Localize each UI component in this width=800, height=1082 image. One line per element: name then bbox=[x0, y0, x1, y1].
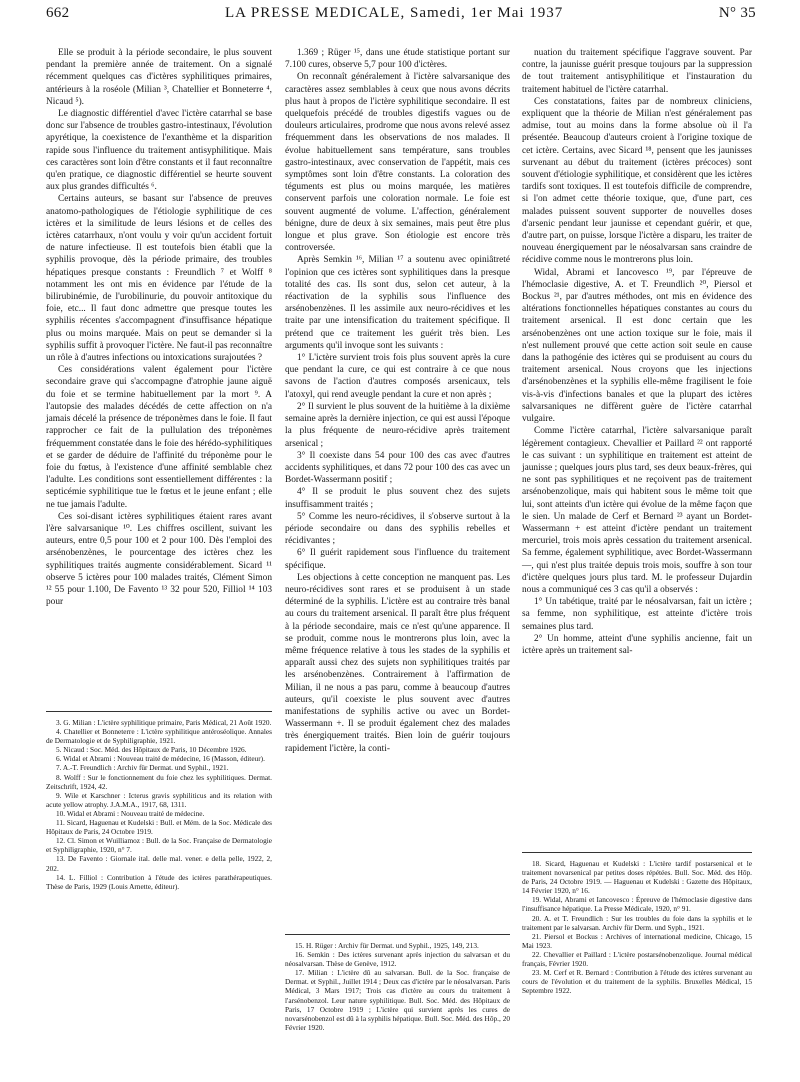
footnote: 12. Cl. Simon et Wuilliamoz : Bull. de la Soc. Française de Dermatologie et Syphiligraphie, 1920, n° 7. bbox=[46, 836, 272, 855]
paragraph: 1.369 ; Rüger ¹⁵, dans une étude statistique portant sur 7.100 cures, observe 5,7 pour 100 d'ictères. bbox=[285, 48, 510, 71]
footnote: 20. A. et T. Freundlich : Sur les troubles du foie dans la syphilis et le traitement par le salvarsan. Archiv für Derm. und Syph., 1921. bbox=[522, 913, 752, 932]
paragraph: On reconnaît généralement à l'ictère salvarsanique des caractères assez semblables à ceux que nous avons décrits plus haut à propos de l'ictère syphilitique secondaire. Il est quelquefois précédé de troubles digestifs vagues ou de douleurs articulaires, prodrome que nous avons relevé assez fréquemment dans les observations de nos malades. Il évolue habituellement sans température, sans troubles gastro-intestinaux, avec conservation de l'appétit, mais ces symptômes sont loin d'être constants. La coloration des téguments est plus ou moins marquée, les matières conservent parfois une coloration normale. Le foie est souvent augmenté de volume. L'affection, généralement bénigne, dure de deux à six semaines, mais peut être plus longue et plus grave. Son étiologie est encore très controversée. bbox=[285, 72, 510, 254]
footnote: 10. Widal et Abrami : Nouveau traité de médecine. bbox=[56, 808, 205, 818]
paragraph: Après Semkin ¹⁶, Milian ¹⁷ a soutenu avec opiniâtreté l'opinion que ces ictères sont syphilitiques dans la presque totalité des cas. Ils sont dus, selon cet auteur, à la réactivation de la syphilis sous l'influence des arsénobenzènes. Il les assimile aux neuro-récidives et les traite par une intensification du traitement spécifique. Il prétend que ce traitement les guérit très bien. Les arguments qu'il invoque sont les suivants : bbox=[285, 255, 510, 351]
paragraph: 4° Il se produit le plus souvent chez des sujets insuffisamment traités ; bbox=[285, 487, 510, 510]
footnote-rule bbox=[522, 852, 752, 853]
text-column-3 bbox=[522, 47, 752, 657]
paragraph: 6° Il guérit rapidement sous l'influence du traitement spécifique. bbox=[285, 548, 510, 571]
paragraph: Ces constatations, faites par de nombreux cliniciens, expliquent que la théorie de Milian n'est généralement pas admise, tout au moins dans la forme absolue où il l'a présentée. Beaucoup d'auteurs croient à l'origine toxique de cet ictère. Certains, avec Sicard ¹⁸, pensent que les jaunisses survenant au début du traitement (ictères précoces) sont souvent d'étiologie syphilitique, et considèrent que les ictères tardifs sont toxiques. Il est toutefois difficile de comprendre, si l'on admet cette théorie toxique, que, d'une part, ces malades puissent souvent supporter de nouvelles doses d'arsenic pendant leur jaunisse et cependant guérir, et que, d'autre part, on puisse, lorsque l'ictère a disparu, les traiter de nouveau énergiquement par le néosalvarsan sans craindre de récidive comme nous le montrerons plus loin. bbox=[522, 96, 752, 266]
footnotes-column-1 bbox=[46, 711, 272, 891]
footnote: 6. Widal et Abrami : Nouveau traité de médecine, 16 (Masson, éditeur). bbox=[56, 754, 265, 764]
footnote: 8. Wolff : Sur le fonctionnement du foie chez les syphilitiques. Dermat. Zeitschrift, 1924, 42. bbox=[46, 772, 272, 791]
paragraph: 5° Comme les neuro-récidives, il s'observe surtout à la période secondaire ou dans des syphilis rebelles et récidivantes ; bbox=[285, 511, 510, 547]
footnote-rule bbox=[46, 711, 272, 712]
footnote: 3. G. Milian : L'ictère syphilitique primaire, Paris Médical, 21 Août 1920. bbox=[56, 718, 272, 727]
page-number: 662 bbox=[46, 4, 70, 21]
footnote: 23. M. Cerf et R. Bernard : Contribution à l'étude des ictères survenant au cours de l'évolution et du traitement de la syphilis. Bruxelles Médical, 15 Septembre 1922. bbox=[522, 968, 752, 996]
paragraph: 2° Un homme, atteint d'une syphilis ancienne, fait un ictère après un traitement sal- bbox=[522, 633, 752, 656]
text-column-2 bbox=[285, 47, 510, 755]
paragraph: Ces soi-disant ictères syphilitiques étaient rares avant l'ère salvarsanique ¹⁰. Les chiffres oscillent, suivant les auteurs, entre 0,5 pour 100 et 2 pour 100. Dès l'emploi des arsénobenzènes, le pourcentage des ictères chez les syphilitiques traités augmente considérablement. Sicard ¹¹ observe 5 ictères pour 100 malades traités, Clément Simon ¹² 55 pour 1.100, De Favento ¹³ 32 pour 520, Filliol ¹⁴ 103 pour bbox=[46, 511, 272, 608]
paragraph: Elle se produit à la période secondaire, le plus souvent pendant la première année de traitement. On a signalé récemment quelques cas d'ictères syphilitiques primaires, antérieurs à la roséole (Milian ³, Chatellier et Bonneterre ⁴, Nicaud ⁵). bbox=[46, 48, 272, 107]
paragraph: 1° Un tabétique, traité par le néosalvarsan, fait un ictère ; sa femme, non syphilitique, est atteinte d'ictère trois semaines plus tard. bbox=[522, 597, 752, 632]
paragraph: 1° L'ictère survient trois fois plus souvent après la cure que pendant la cure, ce qui est contraire à ce que nous savons de l'action d'autres composés arsenicaux, tels l'atoxyl, qui rend aveugle pendant la cure et non après ; bbox=[285, 353, 510, 400]
issue-number: N° 35 bbox=[718, 4, 756, 21]
footnote: 22. Chevallier et Paillard : L'ictère postarsénobenzolique. Journal médical français, Février 1920. bbox=[522, 949, 752, 969]
paragraph: 2° Il survient le plus souvent de la huitième à la dixième semaine après la dernière injection, ce qui est aussi l'époque la plus fréquente de neuro-récidive après traitement arsenical ; bbox=[285, 401, 510, 449]
footnote: 19. Widal, Abrami et Iancovesco : Épreuve de l'hémoclasie digestive dans l'insuffisance hépatique. La Presse Médicale, 1920, n° 91. bbox=[522, 895, 752, 914]
paragraph: Certains auteurs, se basant sur l'absence de preuves anatomo-pathologiques de l'étiologie syphilitique de ces ictères et la similitude de leurs lésions et de celles des ictères catarrhaux, n'ont voulu y voir qu'un accident fortuit de nature infectieuse. Il est toutefois bien établi que la syphilis provoque, dès la période primaire, des troubles hépatiques presque constants : Freundlich ⁷ et Wolff ⁸ notamment les ont mis en évidence par l'étude de la bilirubinémie, de l'urobilinurie, du pouvoir antitoxique du foie, etc... Il faut donc admettre que presque toutes les syphilis récentes s'accompagnent d'insuffisance hépatique plus ou moins marquée. Mais on peut se demander si la syphilis suffit à provoquer l'ictère. Ne faut-il pas reconnaître un rôle à d'autres infections ou intoxications surajoutées ? bbox=[46, 194, 272, 364]
footnote: 13. De Favento : Giornale ital. delle mal. vener. e della pelle, 1922, 2, 202. bbox=[46, 854, 272, 873]
footnote: 11. Sicard, Haguenau et Kudelski : Bull. et Mém. de la Soc. Médicale des Hôpitaux de Paris, 24 Octobre 1919. bbox=[46, 818, 272, 837]
footnote: 5. Nicaud : Soc. Méd. des Hôpitaux de Paris, 10 Décembre 1926. bbox=[56, 745, 247, 755]
footnotes-column-2 bbox=[285, 934, 510, 1032]
footnotes-column-3 bbox=[522, 852, 752, 995]
footnote: 9. Wile et Karschner : Icterus gravis syphiliticus and its relation with acute yellow atrophy. J.A.M.A., 1917, 68, 1311. bbox=[46, 790, 272, 809]
paragraph: nuation du traitement spécifique l'aggrave souvent. Par contre, la jaunisse guérit presque toujours par la suppression de tout traitement antisyphilitique et l'instauration du traitement habituel de l'ictère catarrhal. bbox=[522, 48, 752, 95]
paragraph: 3° Il coexiste dans 54 pour 100 des cas avec d'autres accidents syphilitiques, et dans 72 pour 100 des cas avec un Bordet-Wassermann positif ; bbox=[285, 450, 510, 486]
text-column-1 bbox=[46, 47, 272, 608]
footnote: 4. Chatellier et Bonneterre : L'ictère syphilitique antéroséolique. Annales de Dermatologie et de Syphiligraphie, 1921. bbox=[46, 727, 272, 746]
footnote: 16. Semkin : Des ictères survenant après injection du salvarsan et du néosalvarsan. Thèse de Genève, 1912. bbox=[285, 950, 510, 969]
paragraph: Le diagnostic différentiel d'avec l'ictère catarrhal se base donc sur l'absence de troubles gastro-intestinaux, l'évolution apyrétique, la coexistence de l'exanthème et la disparition rapide sous l'influence du traitement antisyphilitique. Mais ces caractères sont loin d'être constants et il faut reconnaître qu'en pratique, ce diagnostic différentiel se heurte souvent aux plus grandes difficultés ⁶. bbox=[46, 109, 272, 193]
footnote: 7. A.-T. Freundlich : Archiv für Dermat. und Syphil., 1921. bbox=[56, 763, 229, 773]
footnote-rule bbox=[285, 934, 510, 935]
footnote: 17. Milian : L'ictère dû au salvarsan. Bull. de la Soc. française de Dermat. et Syphil., Juillet 1914 ; Deux cas d'ictère par le néosalvarsan. Paris Médical, 3 Mars 1917; Trois cas d'ictère au cours du traitement à l'arsénobenzol. Leur nature syphilitique. Bull. Soc. Méd. des Hôpitaux de Paris, 17 Octobre 1919 ; L'ictère qui survient après les cures de novarsénobenzol est dû à la syphilis hépatique. Bull. Soc. Méd. des Hôp., 20 Février 1920. bbox=[285, 968, 510, 1032]
journal-title: LA PRESSE MEDICALE, Samedi, 1er Mai 1937 bbox=[224, 4, 564, 21]
paragraph: Comme l'ictère catarrhal, l'ictère salvarsanique paraît légèrement contagieux. Chevallier et Paillard ²² ont rapporté le cas suivant : un syphilitique en traitement est atteint de jaunisse ; quelques jours plus tard, ses deux beaux-frères, qui ne sont pas syphilitiques et ne reçoivent pas de traitement arsénobenzolique, mais qui habitent sous le même toit que lui, sont atteints d'un ictère qui évolue de la même façon que le sien. Un malade de Cerf et Bernard ²³ ayant un Bordet-Wassermann + est atteint d'ictère pendant un traitement mercuriel, trois mois après cessation du traitement arsenical. Sa femme, également syphilitique, avec Bordet-Wassermann —, qui n'est plus traitée depuis trois mois, souffre à son tour d'ictère quelques jours plus tard. M. le professeur Dujardin nous a communiqué ces 3 cas qu'il a observés : bbox=[522, 426, 752, 595]
footnote: 21. Piersol et Bockus : Archives of international medicine, Chicago, 15 Mai 1923. bbox=[522, 931, 752, 950]
footnote: 15. H. Rüger : Archiv für Dermat. und Syphil., 1925, 149, 213. bbox=[295, 941, 479, 950]
paragraph: Ces considérations valent également pour l'ictère secondaire grave qui s'accompagne d'atrophie jaune aiguë du foie et se termine habituellement par la mort ⁹. A l'autopsie des malades décédés de cette affection on n'a jamais décelé la présence de tréponèmes dans le foie. Il faut rapprocher ce fait de la pullulation des tréponèmes fréquemment constatée dans le foie des hérédo-syphilitiques et se garder de déduire de l'affinité du tréponème pour le foie du fœtus, à l'existence d'une affinité semblable chez l'adulte. Les conditions sont essentiellement différentes : la septicémie syphilitique tue le fœtus et le jeune enfant ; elle ne tue jamais l'adulte. bbox=[46, 365, 272, 510]
page-header bbox=[46, 2, 756, 24]
paragraph: Widal, Abrami et Iancovesco ¹⁹, par l'épreuve de l'hémoclasie digestive, A. et T. Freundlich ²⁰, Piersol et Bockus ²¹, par d'autres méthodes, ont mis en évidence des altérations fonctionnelles hépatiques constantes au cours du traitement arsenical. Il est donc certain que les arsénobenzènes ont une action toxique sur le foie, mais il n'est nullement prouvé que cette action soit seule en cause dans la pathogénie des ictères qui se produisent au cours du traitement arsenical. Nous croyons que les injections d'arsénobenzènes et la syphilis elle-même fragilisent le foie vis-à-vis d'infections banales et que la plupart des ictères salvarsaniques ne diffèrent guère de l'ictère catarrhal vulgaire. bbox=[522, 267, 752, 425]
footnote: 14. L. Filliol : Contribution à l'étude des ictères parathérapeutiques. Thèse de Paris, 1929 (Louis Arnette, éditeur). bbox=[46, 872, 272, 891]
footnote: 18. Sicard, Haguenau et Kudelski : L'ictère tardif postarsenical et le traitement novarsenical par petites doses répétées. Bull. Soc. Méd. des Hôp. de Paris, 24 Octobre 1919. — Haguenau et Kudelski : Gazette des Hôpitaux, 14 Février 1920, n° 16. bbox=[522, 859, 752, 896]
paragraph: Les objections à cette conception ne manquent pas. Les neuro-récidives sont rares et se produisent à un stade déterminé de la syphilis. L'ictère est au contraire très banal au cours du traitement arsenical. Il paraît être plus fréquent à la période secondaire, mais ce n'est qu'une apparence. Il se produit, comme nous le montrerons plus loin, avec la même fréquence relative à tous les stades de la syphilis et apparaît aussi chez des sujets non syphilitiques traités par les arsénobenzènes. Contrairement à l'affirmation de Milian, il ne nous a pas paru, comme à beaucoup d'autres auteurs, qu'il coexiste le plus souvent avec d'autres manifestations de syphilis active ou avec un Bordet-Wassermann +. Il se produit également chez des malades très énergiquement traités. Bien loin de guérir toujours rapidement l'ictère, la conti- bbox=[285, 572, 510, 754]
